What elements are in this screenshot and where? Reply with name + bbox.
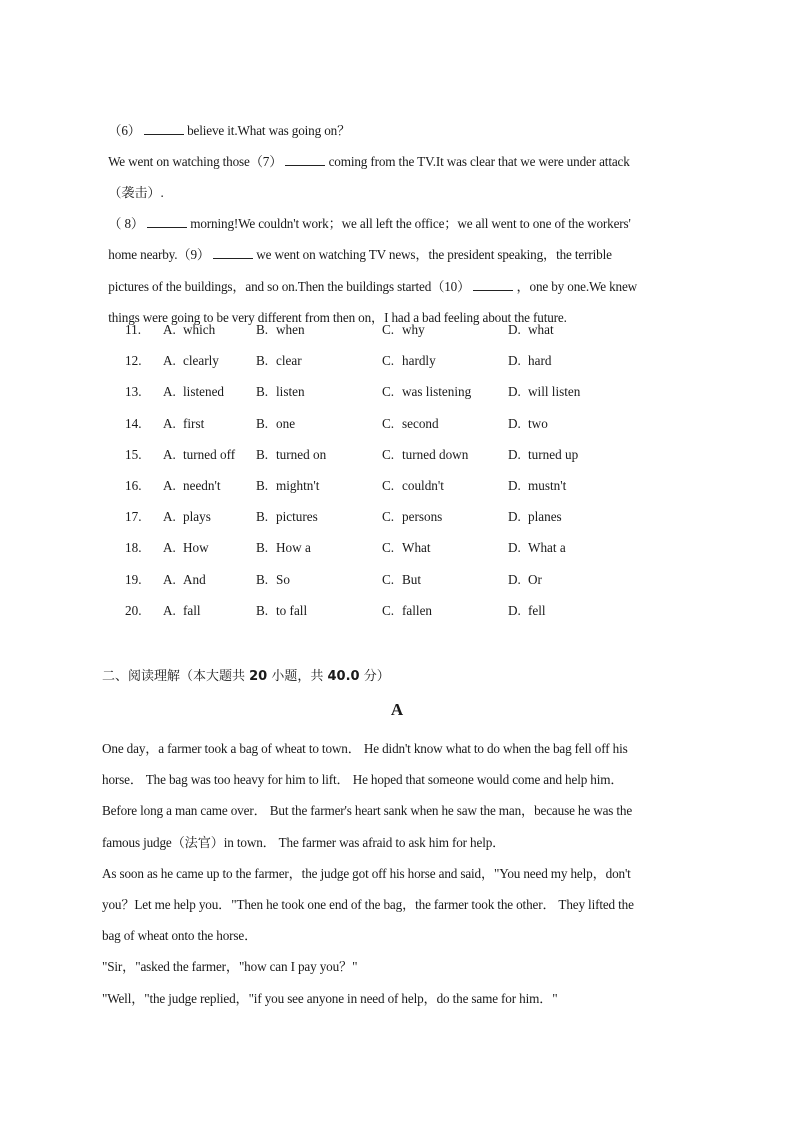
option-letter: B. bbox=[256, 540, 269, 555]
option-text: when bbox=[276, 322, 305, 337]
option-letter: B. bbox=[256, 603, 269, 618]
passage-line-9: "Well，"the judge replied，"if you see anyone in need of help，do the same for him．" bbox=[102, 991, 558, 1006]
option-letter: C. bbox=[382, 478, 395, 493]
option-letter: C. bbox=[382, 416, 395, 431]
option-a[interactable] bbox=[163, 353, 219, 369]
option-text: pictures bbox=[276, 509, 318, 524]
option-b[interactable] bbox=[256, 322, 305, 338]
option-text: first bbox=[183, 416, 205, 431]
cloze-line-5 bbox=[102, 228, 612, 263]
option-text: listen bbox=[276, 384, 305, 399]
option-d[interactable] bbox=[508, 447, 578, 463]
option-text: What bbox=[402, 540, 431, 555]
section-heading bbox=[102, 665, 390, 684]
option-letter: B. bbox=[256, 572, 269, 587]
option-text: hard bbox=[528, 353, 552, 368]
line-text: we went on watching TV news，the president speaking，the terrible bbox=[253, 247, 612, 262]
option-letter: D. bbox=[508, 603, 521, 618]
option-letter: C. bbox=[382, 322, 395, 337]
cloze-line-6 bbox=[102, 260, 637, 295]
passage-line-4: famous judge（法官）in town． The farmer was afraid to ask him for help． bbox=[102, 835, 506, 850]
question-number: 20. bbox=[125, 603, 142, 618]
option-b[interactable] bbox=[256, 416, 295, 432]
line-text: （袭击）. bbox=[108, 185, 164, 200]
option-text: How a bbox=[276, 540, 311, 555]
option-letter: B. bbox=[256, 509, 269, 524]
cloze-line-2 bbox=[102, 135, 630, 170]
question-item bbox=[0, 384, 794, 404]
line-text: things were going to be very different from then on，I had a bad feeling about the future. bbox=[108, 310, 567, 325]
option-b[interactable] bbox=[256, 509, 318, 525]
option-a[interactable] bbox=[163, 322, 215, 338]
option-text: Or bbox=[528, 572, 542, 587]
question-number: 19. bbox=[125, 572, 142, 587]
option-d[interactable] bbox=[508, 509, 562, 525]
option-letter: B. bbox=[256, 384, 269, 399]
option-c[interactable] bbox=[382, 416, 439, 432]
question-item bbox=[0, 416, 794, 436]
option-text: turned off bbox=[183, 447, 236, 462]
passage-line-7: bag of wheat onto the horse． bbox=[102, 928, 258, 943]
option-letter: C. bbox=[382, 353, 395, 368]
option-letter: D. bbox=[508, 416, 521, 431]
line-text: We went on watching those（7） bbox=[108, 154, 286, 169]
option-c[interactable] bbox=[382, 447, 468, 463]
line-text: believe it.What was going on？ bbox=[183, 123, 351, 138]
line-text: morning!We couldn't work；we all left the office；we all went to one of the workers' bbox=[187, 216, 631, 231]
option-letter: D. bbox=[508, 384, 521, 399]
option-b[interactable] bbox=[256, 478, 319, 494]
option-a[interactable] bbox=[163, 540, 209, 556]
option-c[interactable] bbox=[382, 603, 432, 619]
option-a[interactable] bbox=[163, 603, 201, 619]
option-c[interactable] bbox=[382, 384, 471, 400]
question-item bbox=[0, 353, 794, 373]
option-letter: A. bbox=[163, 416, 176, 431]
cloze-line-3 bbox=[102, 166, 164, 201]
total-score: 40.0 bbox=[327, 669, 360, 684]
option-letter: D. bbox=[508, 322, 521, 337]
option-text: mightn't bbox=[276, 478, 320, 493]
question-number: 14. bbox=[125, 416, 142, 431]
option-text: persons bbox=[402, 509, 443, 524]
question-number: 15. bbox=[125, 447, 142, 462]
option-text: What a bbox=[528, 540, 566, 555]
option-text: mustn't bbox=[528, 478, 567, 493]
option-letter: A. bbox=[163, 572, 176, 587]
option-letter: B. bbox=[256, 416, 269, 431]
option-d[interactable] bbox=[508, 603, 546, 619]
passage-line-2: horse． The bag was too heavy for him to lift． He hoped that someone would come and help him． bbox=[102, 772, 624, 787]
option-letter: C. bbox=[382, 603, 395, 618]
line-text: coming from the TV.It was clear that we were under attack bbox=[325, 154, 630, 169]
question-number: 13. bbox=[125, 384, 142, 399]
option-text: And bbox=[183, 572, 206, 587]
question-number: 16. bbox=[125, 478, 142, 493]
option-b[interactable] bbox=[256, 603, 307, 619]
question-number: 17. bbox=[125, 509, 142, 524]
option-text: plays bbox=[183, 509, 211, 524]
option-a[interactable] bbox=[163, 509, 211, 525]
option-text: will listen bbox=[528, 384, 581, 399]
question-item bbox=[0, 540, 794, 560]
question-item bbox=[0, 603, 794, 623]
cloze-line-4 bbox=[102, 197, 631, 232]
option-text: turned down bbox=[402, 447, 469, 462]
option-text: fallen bbox=[402, 603, 433, 618]
option-text: clearly bbox=[183, 353, 219, 368]
option-letter: A. bbox=[163, 509, 176, 524]
question-item bbox=[0, 447, 794, 467]
line-text: （ 8） bbox=[108, 216, 148, 231]
question-number: 11. bbox=[125, 322, 141, 337]
option-text: hardly bbox=[402, 353, 436, 368]
answer-blank bbox=[285, 164, 325, 166]
option-text: what bbox=[528, 322, 554, 337]
option-text: couldn't bbox=[402, 478, 444, 493]
option-c[interactable] bbox=[382, 540, 431, 556]
option-letter: A. bbox=[163, 384, 176, 399]
line-text: home nearby.（9） bbox=[108, 247, 214, 262]
option-d[interactable] bbox=[508, 416, 548, 432]
passage-title: A bbox=[390, 700, 404, 719]
passage-line-6: you？Let me help you．"Then he took one end of the bag，the farmer took the other． They lifted the bbox=[102, 897, 634, 912]
option-text: was listening bbox=[402, 384, 472, 399]
option-b[interactable] bbox=[256, 384, 305, 400]
question-count: 20 bbox=[249, 669, 268, 684]
option-c[interactable] bbox=[382, 478, 444, 494]
question-item bbox=[0, 322, 794, 342]
option-b[interactable] bbox=[256, 447, 326, 463]
option-b[interactable] bbox=[256, 353, 302, 369]
option-text: But bbox=[402, 572, 422, 587]
option-letter: C. bbox=[382, 572, 395, 587]
option-a[interactable] bbox=[163, 572, 206, 588]
option-d[interactable] bbox=[508, 540, 566, 556]
option-d[interactable] bbox=[508, 478, 566, 494]
option-text: How bbox=[183, 540, 209, 555]
section-prefix: 二、阅读理解（本大题共 bbox=[102, 669, 250, 684]
option-letter: C. bbox=[382, 384, 395, 399]
option-text: to fall bbox=[276, 603, 308, 618]
option-c[interactable] bbox=[382, 353, 436, 369]
section-middle: 小题，共 bbox=[267, 669, 328, 684]
option-letter: C. bbox=[382, 509, 395, 524]
option-b[interactable] bbox=[256, 572, 290, 588]
option-text: fell bbox=[528, 603, 546, 618]
option-letter: A. bbox=[163, 353, 176, 368]
option-letter: B. bbox=[256, 478, 269, 493]
option-letter: D. bbox=[508, 572, 521, 587]
option-a[interactable] bbox=[163, 478, 221, 494]
option-text: two bbox=[528, 416, 548, 431]
option-text: listened bbox=[183, 384, 225, 399]
option-text: clear bbox=[276, 353, 302, 368]
option-d[interactable] bbox=[508, 384, 580, 400]
option-text: one bbox=[276, 416, 296, 431]
option-letter: D. bbox=[508, 478, 521, 493]
option-letter: B. bbox=[256, 322, 269, 337]
passage-line-1: One day，a farmer took a bag of wheat to town． He didn't know what to do when the bag fell off his bbox=[102, 741, 628, 756]
line-text: （6） bbox=[108, 123, 144, 138]
passage-line-5: As soon as he came up to the farmer，the judge got off his horse and said，"You need my help，don't bbox=[102, 866, 631, 881]
question-item bbox=[0, 572, 794, 592]
line-text: ，one by one.We knew bbox=[513, 279, 638, 294]
passage-line-3: Before long a man came over． But the farmer's heart sank when he saw the man，because he was the bbox=[102, 803, 633, 818]
question-number: 18. bbox=[125, 540, 142, 555]
option-d[interactable] bbox=[508, 353, 551, 369]
option-c[interactable] bbox=[382, 322, 425, 338]
cloze-line-7 bbox=[102, 291, 567, 326]
option-letter: D. bbox=[508, 509, 521, 524]
option-letter: B. bbox=[256, 353, 269, 368]
option-text: planes bbox=[528, 509, 562, 524]
option-letter: A. bbox=[163, 603, 176, 618]
cloze-line-1 bbox=[102, 104, 350, 139]
option-letter: A. bbox=[163, 447, 176, 462]
option-letter: D. bbox=[508, 447, 521, 462]
passage-line-8: "Sir，"asked the farmer，"how can I pay you？" bbox=[102, 959, 358, 974]
option-text: needn't bbox=[183, 478, 221, 493]
option-a[interactable] bbox=[163, 416, 204, 432]
option-letter: A. bbox=[163, 322, 176, 337]
option-letter: C. bbox=[382, 447, 395, 462]
option-d[interactable] bbox=[508, 572, 542, 588]
option-letter: A. bbox=[163, 478, 176, 493]
option-text: why bbox=[402, 322, 425, 337]
option-a[interactable] bbox=[163, 447, 235, 463]
option-letter: A. bbox=[163, 540, 176, 555]
question-item bbox=[0, 478, 794, 498]
option-c[interactable] bbox=[382, 572, 421, 588]
section-suffix: 分） bbox=[359, 669, 390, 684]
line-text: pictures of the buildings，and so on.Then the buildings started（10） bbox=[108, 279, 474, 294]
option-text: turned up bbox=[528, 447, 579, 462]
option-c[interactable] bbox=[382, 509, 442, 525]
option-letter: C. bbox=[382, 540, 395, 555]
option-letter: D. bbox=[508, 540, 521, 555]
option-letter: B. bbox=[256, 447, 269, 462]
option-text: So bbox=[276, 572, 290, 587]
option-b[interactable] bbox=[256, 540, 311, 556]
answer-blank bbox=[213, 257, 253, 259]
option-text: turned on bbox=[276, 447, 327, 462]
option-text: second bbox=[402, 416, 439, 431]
option-d[interactable] bbox=[508, 322, 554, 338]
option-letter: D. bbox=[508, 353, 521, 368]
option-text: fall bbox=[183, 603, 201, 618]
question-item bbox=[0, 509, 794, 529]
question-number: 12. bbox=[125, 353, 142, 368]
option-text: which bbox=[183, 322, 216, 337]
option-a[interactable] bbox=[163, 384, 224, 400]
